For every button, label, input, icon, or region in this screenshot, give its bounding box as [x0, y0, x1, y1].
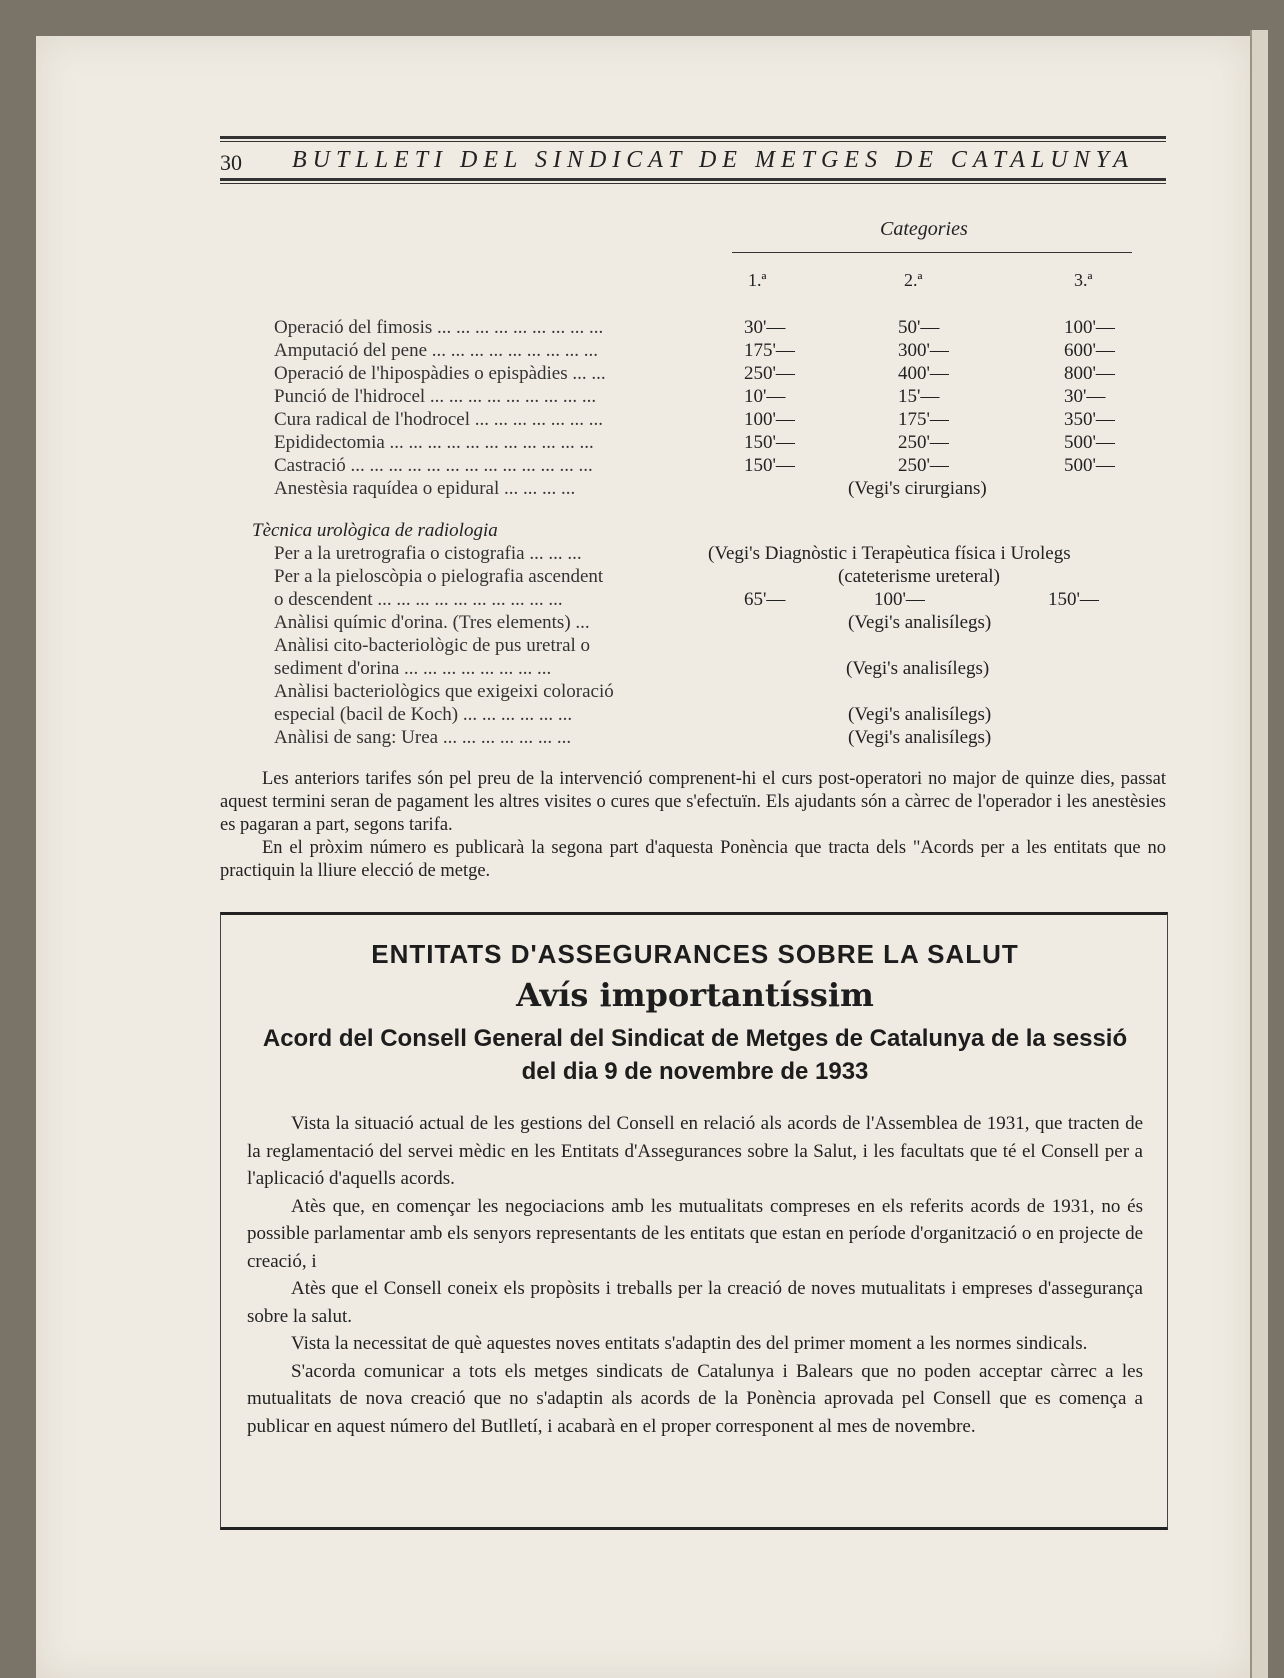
table-row: [274, 542, 1194, 565]
table-row: [274, 634, 1194, 657]
row-label: Operació del fimosis ... ... ... ... ... ... ... ... ...: [274, 317, 604, 338]
value-cat3: 500'—: [1064, 432, 1115, 453]
table-row: [274, 726, 1194, 749]
notice-paragraph: Atès que, en començar les negociacions amb les mutualitats compreses en els referits acords de 1931, no és possible parlamentar amb els senyors representants de les entitats que estan en període d'organització o en projecte de creació, i: [247, 1195, 1143, 1272]
paragraph: En el pròxim número es publicarà la segona part d'aquesta Ponència que tracta dels "Acords per a les entitats que no practiquin la lliure elecció de metge.: [220, 838, 1166, 881]
value-cat2: 250'—: [898, 455, 949, 476]
column-header-2: 2.ª: [904, 270, 923, 290]
header-rule-bottom: [220, 178, 1166, 184]
column-header-3: 3.ª: [1074, 270, 1093, 290]
table-row: [274, 477, 1174, 500]
notice-paragraph: Vista la necessitat de què aquestes noves entitats s'adaptin des del primer moment a les normes sindicals.: [291, 1333, 1088, 1354]
table-row: [274, 454, 1174, 477]
value-cat2: 250'—: [898, 432, 949, 453]
row-label: Epididectomia ... ... ... ... ... ... ... ... ... ... ...: [274, 432, 594, 453]
row-label: sediment d'orina ... ... ... ... ... ... ... ...: [274, 658, 552, 679]
table-row: [274, 703, 1194, 726]
table-row: [274, 408, 1174, 431]
table-row: [274, 385, 1174, 408]
row-note: (Vegi's Diagnòstic i Terapèutica física i Urolegs: [708, 543, 1071, 564]
table-row: [274, 565, 1194, 588]
value-cat2: 15'—: [898, 386, 940, 407]
value-cat2: 400'—: [898, 363, 949, 384]
row-label: Anàlisi químic d'orina. (Tres elements) ...: [274, 612, 590, 633]
table-row: [274, 588, 1194, 611]
row-label: Punció de l'hidrocel ... ... ... ... ... ... ... ... ...: [274, 386, 597, 407]
row-label: Operació de l'hipospàdies o epispàdies ... ...: [274, 363, 606, 384]
notice-title: Avís importantíssim: [516, 976, 874, 1014]
value-cat3: 800'—: [1064, 363, 1115, 384]
row-note: (Vegi's analisílegs): [848, 704, 992, 725]
notice-content: [247, 939, 1143, 1440]
notice-box: [220, 912, 1168, 1530]
table-row: [274, 431, 1174, 454]
row-label: o descendent ... ... ... ... ... ... ... ... ... ...: [274, 589, 563, 610]
row-note: (Vegi's cirurgians): [848, 478, 987, 499]
value-cat3: 500'—: [1064, 455, 1115, 476]
value-cat1: 175'—: [744, 340, 795, 361]
value-cat2: 50'—: [898, 317, 940, 338]
tariff-table: [274, 316, 1174, 500]
categories-heading: Categories: [880, 218, 968, 240]
table-row: [274, 657, 1194, 680]
value-cat3: 100'—: [1064, 317, 1115, 338]
row-note: (Vegi's analisílegs): [846, 658, 990, 679]
row-label: Castració ... ... ... ... ... ... ... ... ... ... ... ... ...: [274, 455, 593, 476]
value-cat2: 100'—: [874, 589, 925, 610]
value-cat2: 175'—: [898, 409, 949, 430]
value-cat1: 30'—: [744, 317, 786, 338]
value-cat1: 65'—: [744, 589, 786, 610]
value-cat1: 150'—: [744, 455, 795, 476]
row-label: Anestèsia raquídea o epidural ... ... ... ...: [274, 478, 576, 499]
row-note: (Vegi's analisílegs): [848, 727, 992, 748]
header-rule-top: [220, 136, 1166, 142]
notice-paragraph: S'acorda comunicar a tots els metges sindicats de Catalunya i Balears que no poden acceptar càrrec a les mutualitats de nova creació que no s'adaptin als acords de la Ponència aprovada pel Consell que es comença a publicar en aquest número del Butlletí, i acabarà en el proper corresponent al mes de novembre.: [247, 1360, 1143, 1437]
body-text: [220, 768, 1166, 883]
row-note: (Vegi's analisílegs): [848, 612, 992, 633]
value-cat1: 150'—: [744, 432, 795, 453]
row-note: (cateterisme ureteral): [838, 566, 1000, 587]
row-label: Anàlisi de sang: Urea ... ... ... ... ... ... ...: [274, 727, 572, 748]
value-cat1: 100'—: [744, 409, 795, 430]
notice-heading: ENTITATS D'ASSEGURANCES SOBRE LA SALUT: [371, 939, 1019, 969]
notice-paragraph: Vista la situació actual de les gestions del Consell en relació als acords de l'Assemblea de 1931, que tracten de la reglamentació del servei mèdic en les Entitats d'Assegurances sobre la Salut, i les facultats que té el Consell per a l'aplicació d'aquells acords.: [247, 1113, 1143, 1189]
value-cat3: 350'—: [1064, 409, 1115, 430]
row-label: Cura radical de l'hodrocel ... ... ... ... ... ... ...: [274, 409, 603, 430]
value-cat1: 10'—: [744, 386, 786, 407]
row-label: Anàlisi cito-bacteriològic de pus uretral o: [274, 635, 591, 656]
table-row: [274, 316, 1174, 339]
table-row: [274, 611, 1194, 634]
categories-rule: [732, 252, 1132, 253]
value-cat3: 600'—: [1064, 340, 1115, 361]
table-row: [274, 680, 1194, 703]
value-cat3: 150'—: [1048, 589, 1099, 610]
running-title: BUTLLETI DEL SINDICAT DE METGES DE CATALUNYA: [292, 147, 1134, 173]
row-label: especial (bacil de Koch) ... ... ... ... ... ...: [274, 704, 573, 725]
notice-subtitle: Acord del Consell General del Sindicat de Metges de Catalunya de la sessió del dia 9 de novembre de 1933: [262, 1025, 1128, 1085]
urology-table: [274, 542, 1194, 749]
table-row: [274, 362, 1174, 385]
page-number: 30: [220, 150, 242, 175]
value-cat1: 250'—: [744, 363, 795, 384]
value-cat3: 30'—: [1064, 386, 1106, 407]
table-row: [274, 339, 1174, 362]
section-title: Tècnica urològica de radiologia: [252, 520, 498, 541]
notice-body: [247, 1110, 1143, 1440]
row-label: Anàlisi bacteriològics que exigeixi coloració: [274, 681, 614, 702]
paragraph: Les anteriors tarifes són pel preu de la intervenció comprenent-hi el curs post-operatori no major de quinze dies, passat aquest termini seran de pagament les altres visites o cures que s'efectuïn. Els ajudants són a càrrec de l'operador i les anestèsies es pagaran a part, segons tarifa.: [220, 769, 1166, 835]
row-label: Per a la pieloscòpia o pielografia ascendent: [274, 566, 604, 587]
row-label: Per a la uretrografia o cistografia ... ... ...: [274, 543, 582, 564]
column-header-1: 1.ª: [748, 270, 767, 290]
value-cat2: 300'—: [898, 340, 949, 361]
row-label: Amputació del pene ... ... ... ... ... ... ... ... ...: [274, 340, 599, 361]
notice-paragraph: Atès que el Consell coneix els propòsits i treballs per la creació de noves mutualitats i empreses d'assegurança sobre la salut.: [247, 1278, 1143, 1327]
page-edge: [1250, 30, 1268, 1678]
